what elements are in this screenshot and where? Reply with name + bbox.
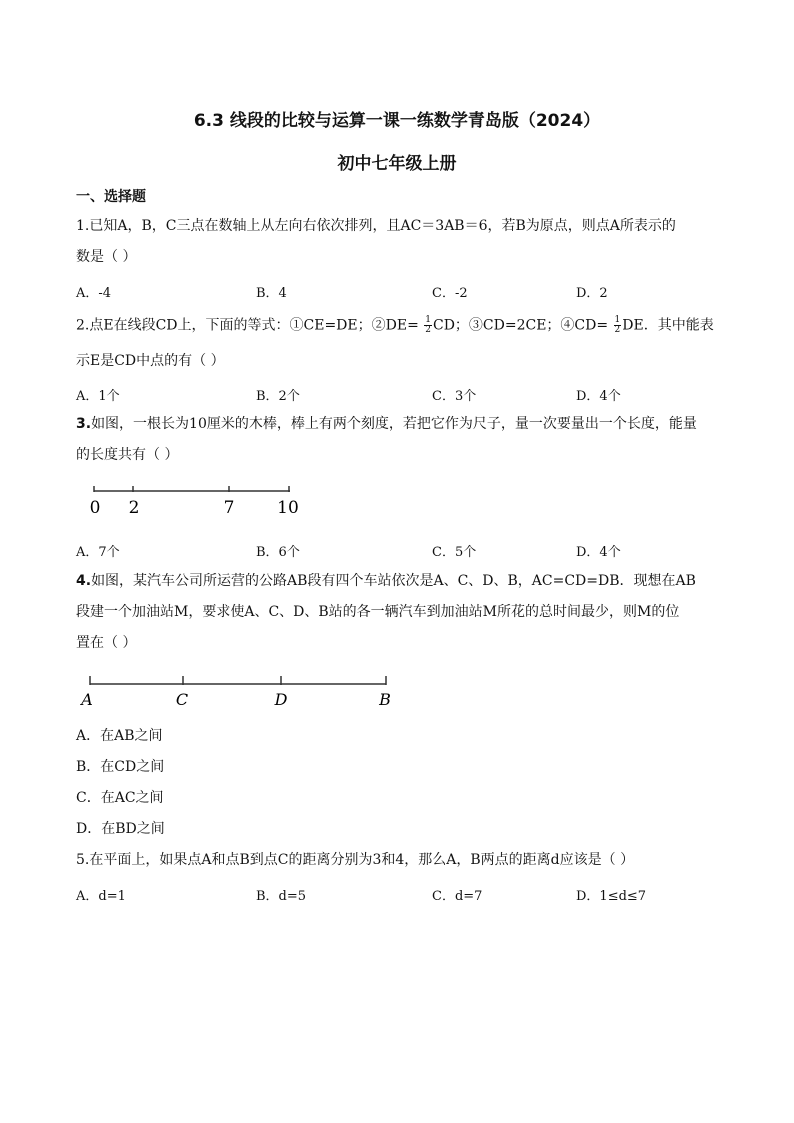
question-2-line-2: 示E是CD中点的有（ ） xyxy=(76,353,225,369)
question-2-text-part-2: CD；③CD=2CE；④CD= xyxy=(432,317,613,334)
point-label-c: C xyxy=(175,690,189,709)
question-3-line-1 xyxy=(76,415,697,433)
document-subtitle: 初中七年级上册 xyxy=(337,154,457,174)
question-2-line-1 xyxy=(76,316,714,335)
question-2-option-c[interactable]: C．3个 xyxy=(432,389,477,404)
question-2-text-part-3: DE．其中能表 xyxy=(622,317,714,334)
point-label-a: A xyxy=(81,690,93,709)
point-label-d: D xyxy=(274,690,288,709)
question-3-option-b[interactable]: B．6个 xyxy=(256,545,300,560)
question-4-option-b[interactable]: B．在CD之间 xyxy=(76,759,165,775)
question-2-text-part-1: 点E在线段CD上，下面的等式：①CE=DE；②DE= xyxy=(89,317,424,334)
question-2-option-a[interactable]: A．1个 xyxy=(76,389,120,404)
question-4-option-a[interactable]: A．在AB之间 xyxy=(76,728,163,744)
question-4-option-c[interactable]: C．在AC之间 xyxy=(76,790,164,806)
question-5-text: 在平面上，如果点A和点B到点C的距离分别为3和4，那么A，B两点的距离d应该是（ ） xyxy=(89,852,635,868)
question-1-option-d[interactable]: D．2 xyxy=(576,286,608,301)
ruler-label-10: 10 xyxy=(277,498,299,518)
question-4-line-1 xyxy=(76,572,696,590)
question-3-option-c[interactable]: C．5个 xyxy=(432,545,477,560)
question-1-line-2: 数是（ ） xyxy=(76,249,137,265)
question-1-number: 1. xyxy=(76,218,90,234)
question-5-option-d[interactable]: D．1≤d≤7 xyxy=(576,889,647,904)
question-5-option-b[interactable]: B．d=5 xyxy=(256,889,307,904)
section-heading: 一、选择题 xyxy=(76,189,146,205)
question-1-text: 已知A，B，C三点在数轴上从左向右依次排列，且AC＝3AB＝6，若B为原点，则点A所表示的 xyxy=(89,218,676,234)
question-3-option-a[interactable]: A．7个 xyxy=(76,545,120,560)
question-1-option-a[interactable]: A．-4 xyxy=(76,286,112,301)
question-2-option-d[interactable]: D．4个 xyxy=(576,389,621,404)
question-3-line-2: 的长度共有（ ） xyxy=(76,447,179,463)
question-1-option-b[interactable]: B．4 xyxy=(256,286,287,301)
question-2-number: 2. xyxy=(76,317,90,334)
ruler-label-7: 7 xyxy=(223,498,235,518)
question-5-number: 5. xyxy=(76,852,90,868)
question-4-text: 如图，某汽车公司所运营的公路AB段有四个车站依次是A、C、D、B，AC=CD=DB．现想在AB xyxy=(91,573,696,589)
document-title: 6.3 线段的比较与运算一课一练数学青岛版（2024） xyxy=(193,111,601,131)
fraction-one-half: $\frac{1}{2}$ xyxy=(614,315,621,335)
point-label-b: B xyxy=(379,690,391,709)
question-2-option-b[interactable]: B．2个 xyxy=(256,389,300,404)
question-4-line-2: 段建一个加油站M，要求使A、C、D、B站的各一辆汽车到加油站M所花的总时间最少，则M的位 xyxy=(76,604,680,620)
ruler-figure xyxy=(80,480,320,520)
road-segment-figure xyxy=(76,672,406,712)
ruler-label-0: 0 xyxy=(89,498,101,518)
question-4-number: 4. xyxy=(76,573,92,589)
question-1-line-1 xyxy=(76,217,676,235)
question-3-text: 如图，一根长为10厘米的木棒，棒上有两个刻度，若把它作为尺子，量一次要量出一个长度，能量 xyxy=(91,416,697,432)
question-5-option-a[interactable]: A．d=1 xyxy=(76,889,126,904)
ruler-label-2: 2 xyxy=(128,498,140,518)
question-4-option-d[interactable]: D．在BD之间 xyxy=(76,821,165,837)
question-5-option-c[interactable]: C．d=7 xyxy=(432,889,483,904)
question-4-line-3: 置在（ ） xyxy=(76,635,137,651)
question-5-line-1 xyxy=(76,851,634,869)
question-3-option-d[interactable]: D．4个 xyxy=(576,545,621,560)
question-1-option-c[interactable]: C．-2 xyxy=(432,286,468,301)
question-3-number: 3. xyxy=(76,416,92,432)
fraction-one-half: $\frac{1}{2}$ xyxy=(425,315,431,335)
